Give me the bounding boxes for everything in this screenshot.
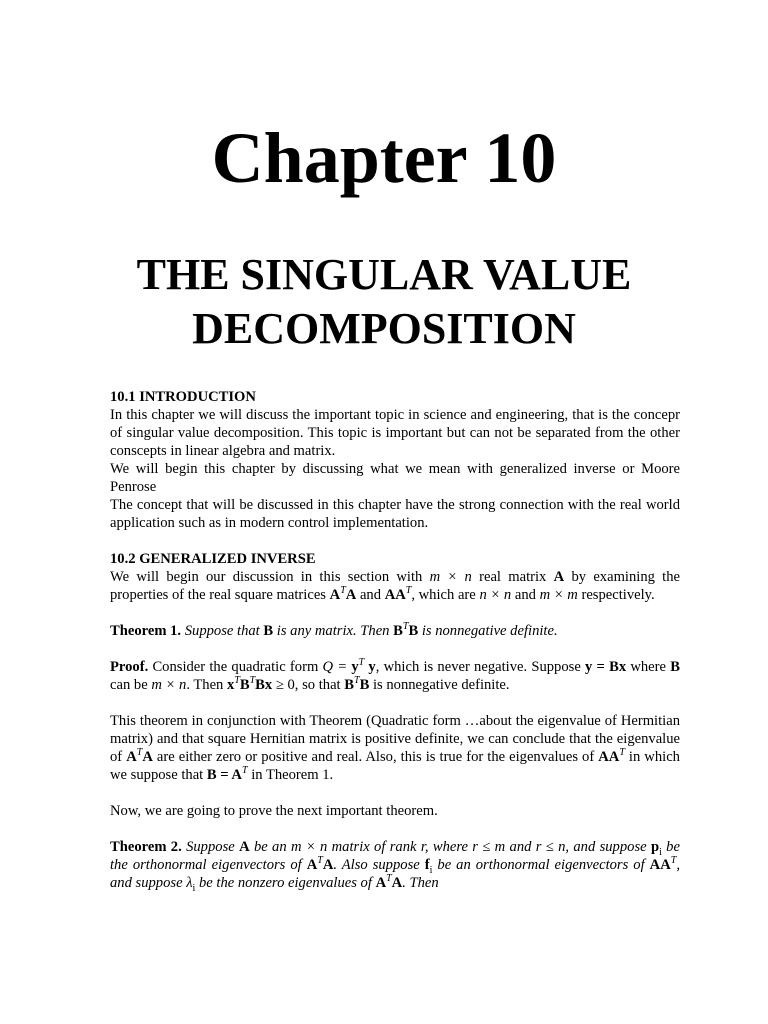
generalized-paragraph: We will begin our discussion in this section with m × n real matrix A by examining the properties of the real square matrices $A^TA$ and $AA^T$, which are n × n and m × m respectively. bbox=[110, 569, 681, 603]
conjunction-paragraph: This theorem in conjunction with Theorem (Quadratic form …about the eigenvalue of Hermitian matrix) and that square Hernitian matrix is positive definite, we can conclude that the eigenvalue of $A^TA$ are either zero or positive and real. Also, this is true for the eigenvalues of $AA^T$ in which we suppose that $B = A^T$ in Theorem 1. bbox=[110, 713, 680, 783]
chapter-subtitle bbox=[0, 248, 768, 356]
section-heading-intro: 10.1 INTRODUCTION bbox=[110, 389, 256, 405]
intro-paragraph-1: In this chapter we will discuss the important topic in science and engineering, that is the concepr of singular value decomposition. This topic is important but can not be separated from the other conscepts in linear algebra and matrix. bbox=[110, 407, 680, 459]
chapter-title: Chapter 10 bbox=[211, 118, 557, 198]
section-heading-generalized-inverse: 10.2 GENERALIZED INVERSE bbox=[110, 551, 316, 567]
theorem-2: Theorem 2. Suppose A be an m × n matrix of rank r, where r ≤ m and r ≤ n, and suppose $p_i$ be the orthonormal eigenvectors of $A^TA$. Also suppose $f_i$ be an orthonormal eigenvectors of $AA^T$, and suppose $\lambda_i$ be the nonzero eigenvalues of $A^TA$. Then bbox=[110, 839, 680, 894]
theorem-1: Theorem 1. Suppose that B is any matrix. Then $B^TB$ is nonnegative definite. bbox=[110, 621, 558, 639]
intro-paragraph-3: The concept that will be discussed in this chapter have the strong connection with the real world application such as in modern control implementation. bbox=[110, 497, 680, 531]
intro-paragraph-2: We will begin this chapter by discussing what we mean with generalized inverse or Moore Penrose bbox=[110, 461, 680, 495]
body-text bbox=[110, 388, 680, 892]
transition-paragraph: Now, we are going to prove the next important theorem. bbox=[110, 803, 438, 819]
chapter-subtitle-text: THE SINGULAR VALUE DECOMPOSITION bbox=[136, 250, 632, 353]
proof-paragraph: Proof. Consider the quadratic form $Q = y^T$ y, which is never negative. Suppose y = Bx where B can be m × n. Then $x^TB^TBx \ge 0$, so that $B^TB$ is nonnegative definite. bbox=[110, 657, 680, 693]
